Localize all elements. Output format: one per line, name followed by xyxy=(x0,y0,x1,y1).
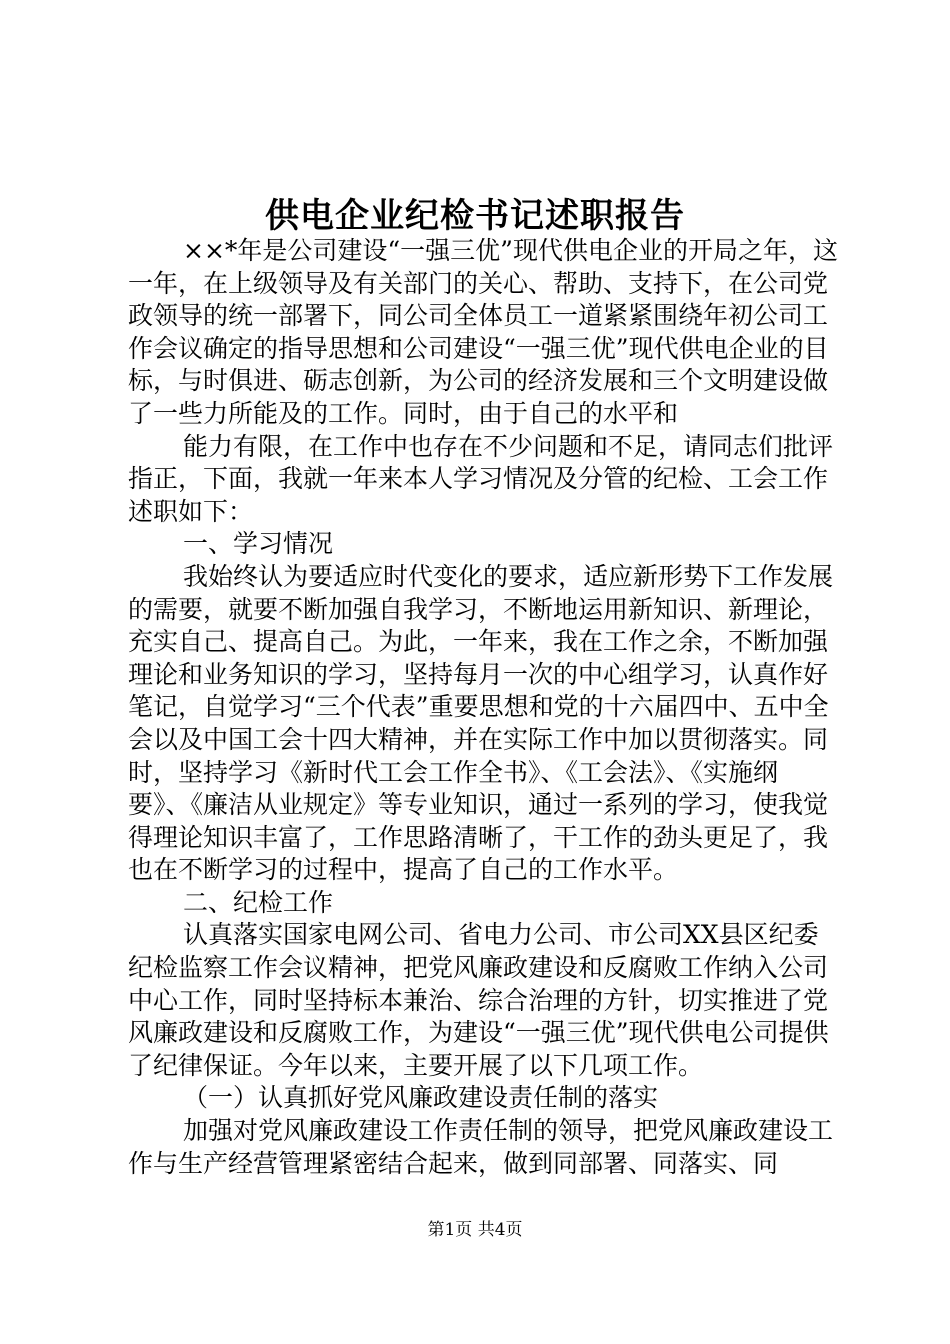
paragraph-intro: ××*年是公司建设“一强三优”现代供电企业的开局之年，这一年，在上级领导及有关部门的关心、帮助、支持下，在公司党政领导的统一部署下，同公司全体员工一道紧紧围绕年初公司工作会议确定的指导思想和公司建设“一强三优”现代供电企业的目标，与时俱进、砺志创新，为公司的经济发展和三个文明建设做了一些力所能及的工作。同时，由于自己的水平和 xyxy=(128,236,838,428)
subsection-heading-responsibility: （一）认真抓好党风廉政建设责任制的落实 xyxy=(183,1083,659,1113)
page-footer: 第1页 共4页 xyxy=(427,1220,523,1240)
paragraph-study: 我始终认为要适应时代变化的要求，适应新形势下工作发展的需要，就要不断加强自我学习，不断地运用新知识、新理论，充实自己、提高自己。为此，一年来，我在工作之余，不断加强理论和业务知识的学习，坚持每月一次的中心组学习，认真作好笔记，自觉学习“三个代表”重要思想和党的十六届四中、五中全会以及中国工会十四大精神，并在实际工作中加以贯彻落实。同时，坚持学习《新时代工会工作全书》、《工会法》、《实施纲要》、《廉洁从业规定》等专业知识，通过一系列的学习，使我觉得理论知识丰富了，工作思路清晰了，干工作的劲头更足了，我也在不断学习的过程中，提高了自己的工作水平。 xyxy=(128,561,834,885)
page-title: 供电企业纪检书记述职报告 xyxy=(265,196,685,236)
body-text xyxy=(128,235,838,1180)
section-heading-study: 一、学习情况 xyxy=(183,529,334,559)
paragraph-responsibility: 加强对党风廉政建设工作责任制的领导，把党风廉政建设工作与生产经营管理紧密结合起来，做到同部署、同落实、同 xyxy=(128,1116,834,1178)
section-heading-discipline: 二、纪检工作 xyxy=(183,887,334,917)
paragraph-discipline: 认真落实国家电网公司、省电力公司、市公司XX县区纪委纪检监察工作会议精神，把党风廉政建设和反腐败工作纳入公司中心工作，同时坚持标本兼治、综合治理的方针，切实推进了党风廉政建设和反腐败工作，为建设“一强三优”现代供电公司提供了纪律保证。今年以来，主要开展了以下几项工作。 xyxy=(128,920,829,1080)
paragraph-intro-continued: 能力有限，在工作中也存在不少问题和不足，请同志们批评指正，下面，我就一年来本人学习情况及分管的纪检、工会工作述职如下： xyxy=(128,431,834,526)
